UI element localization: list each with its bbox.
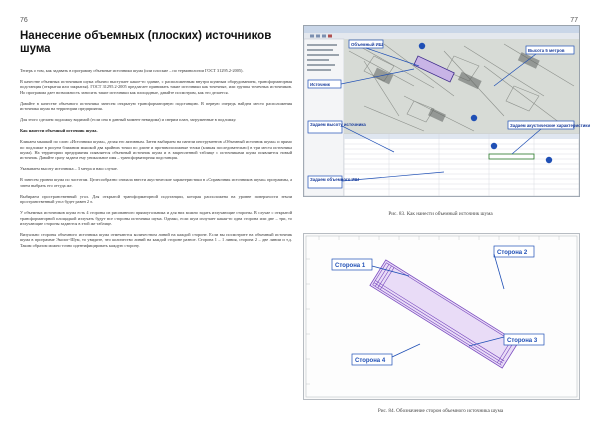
paragraph-steps: Кликаем мышкой по слою «Источники шума», делая его активным. Затем выбираем на панели инструментов «Объемный источник шума» и прямо по подложке в рисуем ближним мышкой два крайних точки по длине и противоположные точки (кликая последовательно) в три места источника шума). На территории предприятия появляется объемный источник шума и в закрепленной таблице с источниками шума появляется новый источник. Давайте сразу задаем ему уникальное имя – трансформаторная подстанция. xyxy=(20,139,292,161)
figure-2-sides xyxy=(303,233,580,400)
section-heading: Нанесение объемных (плоских) источников шума xyxy=(20,30,272,55)
callout-label-volume-source: Объемный ИШ xyxy=(351,42,384,47)
figure-1-caption: Рис. 83. Как нанести объемный источник шума xyxy=(388,211,493,217)
figure-2-caption: Рис. 84. Обозначение сторон объемного источника шума xyxy=(377,408,504,414)
subheading-how-to: Как нанести объемный источник шума. xyxy=(20,128,98,134)
figure-1-screenshot xyxy=(303,25,591,197)
paragraph-visual-sides: Визуально стороны объемного источника шума отмечаются количеством линий на каждой стороне. Если вы посмотрите на объемный источник шума в программе Эколог-Шум, то увидите, что количество линий на каждой стороне разное. Сторона 1 – 1 линия, сторона 2 – две линии и т.д. Таким образом можно точно идентифицировать каждую сторону. xyxy=(20,232,292,248)
paragraph-examples: В качестве объемных источников шума обычно выступает какое-то здание, с расположенным внутри шумным оборудованием, трансформаторная подстанция (открытая или закрытая). ГОСТ 31295.2-2005 предлагает принимать такие источники как точечные, или группы точечных источников. Но программа дает возможность заносить такие источники как площадные, давайте посмотрим, как это делается. xyxy=(20,79,292,95)
page-number-left: 76 xyxy=(20,17,28,24)
paragraph-intro: Теперь о том, как задавать в программу объемные источники шума (или плоские – по терминологии ГОСТ 31295.2-2005). xyxy=(20,68,244,73)
toolbar-button xyxy=(316,35,320,38)
side-3-label: Сторона 3 xyxy=(507,338,538,344)
window-titlebar xyxy=(304,26,579,33)
callout-label-acoustic: Задаем акустические характеристики xyxy=(510,123,591,128)
side-4-label: Сторона 4 xyxy=(355,358,386,364)
paragraph-step-location: Давайте в качестве объемного источника занесем открытую трансформаторную подстанцию. В первую очередь найдем место расположения источника шума на территории предприятия. xyxy=(20,100,292,112)
toolbar-button xyxy=(322,35,326,38)
volume-source-tool-button xyxy=(328,35,332,38)
toolbar-button xyxy=(310,35,314,38)
callout-label-source: Источник xyxy=(310,82,330,87)
side-2-label: Сторона 2 xyxy=(497,250,528,256)
left-page xyxy=(20,30,292,254)
layers-panel xyxy=(304,39,344,196)
toolbar-row xyxy=(304,33,579,39)
paragraph-levels: В занесем уровни шума по частотам. Целесообразно сначала ввести акустические характеристики в «Справочник источников шума» программы, а затем выбрать его оттуда же. xyxy=(20,177,292,188)
paragraph-sides: У объемных источников шума есть 4 стороны из рисованного прямоугольника и для них можно задать излучающие стороны. В случае с открытой трансформаторной площадкой излучать будут все стороны источника шума. Однако, если шум излучает какая-то одна сторона или две – три, то излучающие стороны задаются в этой же таблице. xyxy=(20,210,292,227)
callout-label-set-height: Задаем высоту источника xyxy=(310,122,366,127)
sides-illustration xyxy=(304,234,579,399)
sources-table xyxy=(344,134,579,196)
paragraph-angle: Выбираем пространственный угол. Для открытой трансформаторной подстанции, которая расположена на уровне поверхности земли пространственный угол будет равен 2 π. xyxy=(20,193,292,205)
page-number-right: 77 xyxy=(570,17,578,24)
program-screenshot-illustration xyxy=(304,26,591,196)
side-1-label: Сторона 1 xyxy=(335,263,366,269)
paragraph-layer: Для этого сделаем подложку видимой (если она в данный момент невидима) и сверим план, загруженные в подложку. xyxy=(20,117,237,123)
paragraph-height: Указываем высоту источника – 3 метра и наш случае. xyxy=(20,166,118,172)
table-header xyxy=(344,134,579,139)
callout-label-set-volume: Задаем объемного ИШ xyxy=(310,177,359,182)
callout-label-height: Высота 5 метров xyxy=(528,48,565,53)
